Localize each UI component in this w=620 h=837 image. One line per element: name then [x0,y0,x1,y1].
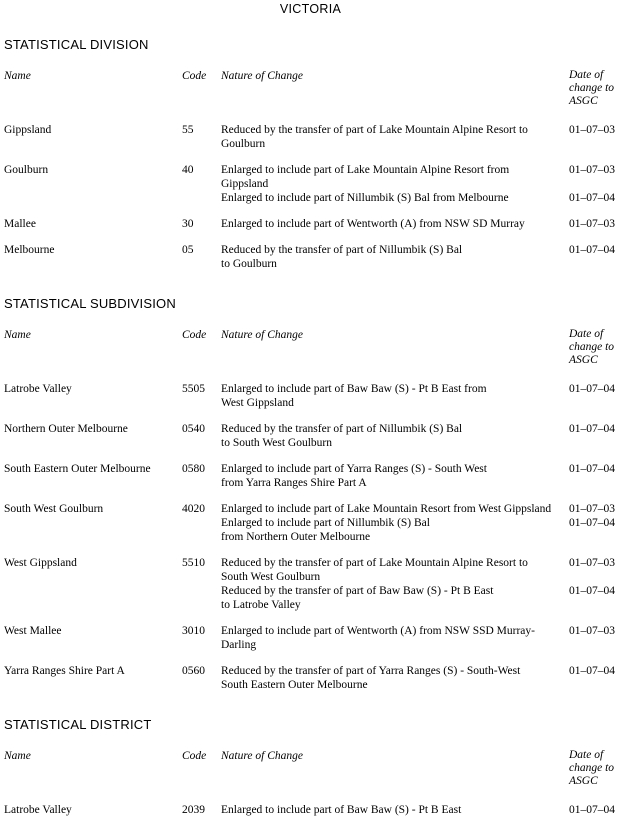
row-name: Goulburn [4,164,49,176]
row-name: South West Goulburn [4,503,104,515]
change-entry [221,502,617,516]
table-rows [4,803,617,817]
column-header-date-line: Date of [569,749,604,761]
change-date: 01–07–04 [569,192,615,204]
change-line: to Goulburn [221,258,277,270]
change-lines [221,556,569,584]
row-name: Northern Outer Melbourne [4,423,128,435]
change-date: 01–07–04 [569,517,615,529]
change-entry [221,191,617,205]
change-line: Darling [221,639,257,651]
change-entry [221,462,617,490]
table-row [4,624,617,652]
change-entry [221,243,617,271]
table-row [4,664,617,692]
table-rows [4,382,617,692]
table-header [4,69,617,108]
row-code: 4020 [182,503,205,515]
row-code: 0540 [182,423,205,435]
table-row [4,422,617,450]
section-heading: STATISTICAL DISTRICT [4,717,152,732]
change-lines [221,516,569,544]
change-line: Reduced by the transfer of part of Nillumbik (S) Bal [221,244,463,256]
change-line: Reduced by the transfer of part of Baw Baw (S) - Pt B East [221,585,494,597]
column-header-date-line: ASGC [569,775,598,787]
change-entry [221,664,617,692]
row-code: 3010 [182,625,205,637]
row-changes [221,217,617,231]
change-entry [221,217,617,231]
column-header-date-line: ASGC [569,354,598,366]
column-header-nature: Nature of Change [221,329,303,341]
change-line: South West Goulburn [221,571,321,583]
row-name: Latrobe Valley [4,804,72,816]
table-row [4,217,617,231]
table-row [4,803,617,817]
change-line: Reduced by the transfer of part of Yarra Ranges (S) - South-West [221,665,521,677]
row-name: West Mallee [4,625,62,637]
change-line: Reduced by the transfer of part of Lake Mountain Alpine Resort to [221,557,528,569]
row-code: 55 [182,124,194,136]
change-line: Reduced by the transfer of part of Nillumbik (S) Bal [221,423,463,435]
section-heading: STATISTICAL DIVISION [4,37,149,52]
row-name: Melbourne [4,244,55,256]
row-code: 5505 [182,383,205,395]
section-heading: STATISTICAL SUBDIVISION [4,296,176,311]
section [4,717,617,817]
change-lines [221,422,569,450]
change-date: 01–07–04 [569,585,615,597]
section [4,37,617,271]
table-header [4,749,617,788]
change-line: Enlarged to include part of Lake Mountain Alpine Resort from [221,164,510,176]
change-entry [221,422,617,450]
table-rows [4,123,617,271]
change-line: Enlarged to include part of Wentworth (A) from NSW SSD Murray- [221,625,535,637]
row-changes [221,556,617,612]
change-lines [221,191,569,205]
row-changes [221,163,617,205]
change-date: 01–07–04 [569,804,615,816]
row-code: 5510 [182,557,205,569]
change-date: 01–07–03 [569,625,615,637]
table-row [4,556,617,612]
row-code: 05 [182,244,194,256]
table-row [4,123,617,151]
change-date: 01–07–04 [569,665,615,677]
change-lines [221,217,569,231]
change-date: 01–07–03 [569,164,615,176]
change-lines [221,664,569,692]
change-line: Reduced by the transfer of part of Lake Mountain Alpine Resort to [221,124,528,136]
table-row [4,243,617,271]
row-code: 0580 [182,463,205,475]
change-entry [221,123,617,151]
row-name: Mallee [4,218,36,230]
change-line: from Yarra Ranges Shire Part A [221,477,367,489]
change-lines [221,502,569,516]
row-changes [221,243,617,271]
change-entry [221,516,617,544]
change-line: to South West Goulburn [221,437,332,449]
change-line: to Latrobe Valley [221,599,301,611]
column-header-date-line: Date of [569,69,604,81]
change-date: 01–07–04 [569,383,615,395]
change-date: 01–07–03 [569,503,615,515]
section [4,296,617,692]
row-changes [221,422,617,450]
table-row [4,462,617,490]
row-changes [221,664,617,692]
row-name: Yarra Ranges Shire Part A [4,665,125,677]
column-header-code: Code [182,70,207,82]
change-line: from Northern Outer Melbourne [221,531,371,543]
row-changes [221,502,617,544]
row-name: Latrobe Valley [4,383,72,395]
change-entry [221,382,617,410]
change-line: Enlarged to include part of Yarra Ranges (S) - South West [221,463,487,475]
column-header-date-line: Date of [569,328,604,340]
change-lines [221,243,569,271]
row-changes [221,624,617,652]
table-header [4,328,617,367]
change-line: South Eastern Outer Melbourne [221,679,368,691]
change-line: Enlarged to include part of Nillumbik (S) Bal [221,517,430,529]
change-entry [221,803,617,817]
column-header-date [569,328,617,367]
change-line: Enlarged to include part of Nillumbik (S) Bal from Melbourne [221,192,509,204]
row-changes [221,462,617,490]
column-header-nature: Nature of Change [221,70,303,82]
column-header-name: Name [4,329,31,341]
column-header-date-line: change to [569,341,615,353]
column-header-nature: Nature of Change [221,750,303,762]
change-lines [221,382,569,410]
row-changes [221,123,617,151]
change-date: 01–07–03 [569,557,615,569]
change-lines [221,584,569,612]
change-line: West Gippsland [221,397,294,409]
change-date: 01–07–04 [569,423,615,435]
change-lines [221,803,569,817]
row-code: 30 [182,218,194,230]
change-line: Enlarged to include part of Wentworth (A) from NSW SD Murray [221,218,525,230]
change-date: 01–07–03 [569,218,615,230]
row-changes [221,803,617,817]
change-lines [221,624,569,652]
change-lines [221,462,569,490]
row-code: 2039 [182,804,205,816]
change-date: 01–07–04 [569,463,615,475]
change-entry [221,163,617,191]
row-name: South Eastern Outer Melbourne [4,463,151,475]
column-header-date-line: change to [569,762,615,774]
row-changes [221,382,617,410]
change-entry [221,624,617,652]
change-lines [221,123,569,151]
sections-container [4,37,617,817]
change-date: 01–07–03 [569,124,615,136]
change-line: Gippsland [221,178,269,190]
row-name: West Gippsland [4,557,77,569]
table-row [4,382,617,410]
change-line: Goulburn [221,138,266,150]
change-date: 01–07–04 [569,244,615,256]
change-entry [221,556,617,584]
change-line: Enlarged to include part of Lake Mountain Resort from West Gippsland [221,503,552,515]
table-row [4,502,617,544]
column-header-date [569,749,617,788]
page-title: VICTORIA [279,2,342,16]
column-header-date-line: change to [569,82,615,94]
row-code: 0560 [182,665,205,677]
column-header-date [569,69,617,108]
change-entry [221,584,617,612]
table-row [4,163,617,205]
change-line: Enlarged to include part of Baw Baw (S) - Pt B East from [221,383,487,395]
column-header-name: Name [4,750,31,762]
column-header-code: Code [182,329,207,341]
column-header-code: Code [182,750,207,762]
column-header-date-line: ASGC [569,95,598,107]
column-header-name: Name [4,70,31,82]
row-code: 40 [182,164,194,176]
row-name: Gippsland [4,124,52,136]
change-lines [221,163,569,191]
change-line: Enlarged to include part of Baw Baw (S) - Pt B East [221,804,462,816]
